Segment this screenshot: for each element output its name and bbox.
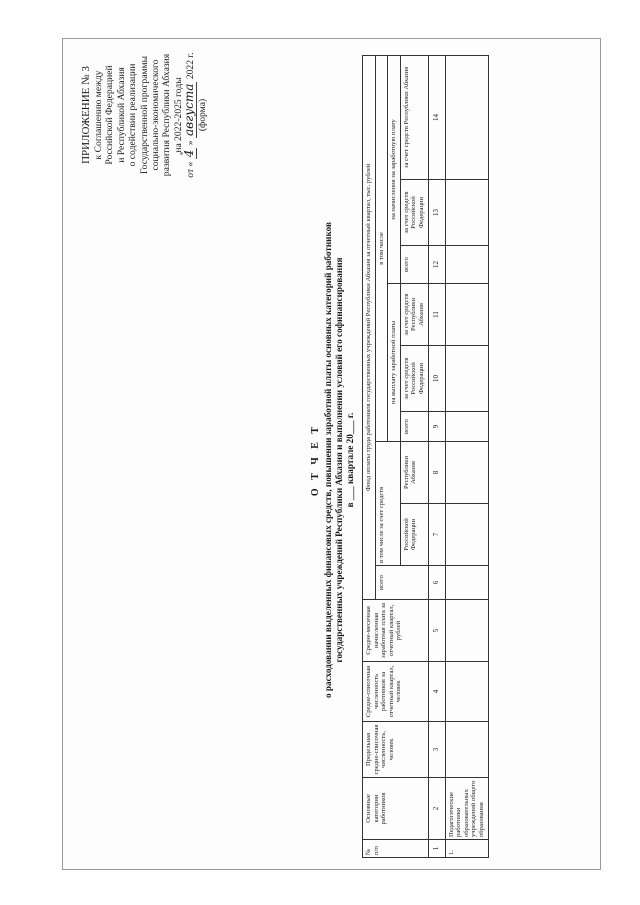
header-limit-count: Предельная средне-списочная численность, человек (363, 722, 429, 778)
col-number: 2 (428, 778, 445, 840)
appendix-line: на 2022-2025 годы (172, 77, 184, 153)
header-fund-total: всего (375, 566, 428, 600)
appendix-block (80, 50, 208, 180)
table-cell (445, 284, 488, 346)
header-avg-count: Средне-списочная численность работников за отчетный квартал, человек (363, 662, 429, 722)
header-accrual: на начисления на заработную плату (388, 55, 401, 283)
table-cell (445, 180, 488, 246)
col-number: 14 (428, 55, 445, 179)
appendix-line: Российской Федерацией (104, 65, 116, 165)
header-payout-total: всего (400, 412, 428, 442)
table-cell (445, 442, 488, 504)
header-payout: на выплату заработной платы (388, 284, 401, 442)
report-subtitle-line2: государственных учреждений Республики Абхазия и выполнении условий его софинансирования (334, 257, 344, 663)
header-accrual-rf: за счет средств Российской Федерации (400, 180, 428, 246)
col-number: 10 (428, 346, 445, 412)
col-number: 5 (428, 600, 445, 662)
date-prefix: от « (185, 161, 197, 178)
appendix-line: развития Республики Абхазия (161, 53, 173, 177)
table-cell (445, 246, 488, 284)
header-fund: Фонд оплаты труда работников государственных учреждений Республики Абхазия за отчетный квартал, тыс. рублей (363, 55, 376, 599)
appendix-line: ПРИЛОЖЕНИЕ № 3 (80, 66, 92, 164)
row-num: 1. (445, 840, 488, 858)
report-title: О Т Ч Е Т (310, 423, 321, 497)
date-mid: » (185, 140, 197, 146)
header-source-ra: Республики Абхазия (400, 442, 428, 504)
header-avg-salary: Средне-месячная начисленная заработная плата за отчетный квартал, рублей (363, 600, 429, 662)
col-number: 4 (428, 662, 445, 722)
header-payout-rf: за счет средств Российской Федерации (400, 346, 428, 412)
report-subtitle-line1: о расходовании выделенных финансовых средств, повышении заработной платы основных категорий работников (323, 222, 333, 698)
col-number: 11 (428, 284, 445, 346)
report-table (362, 55, 489, 858)
table-cell (445, 412, 488, 442)
row-category: Педагогические работники образовательных учреждений общего образования (445, 778, 488, 840)
table-cell (445, 662, 488, 722)
table-cell (445, 722, 488, 778)
col-number: 1 (428, 840, 445, 858)
header-source-rf: Российской Федерации (400, 504, 428, 566)
col-number: 3 (428, 722, 445, 778)
col-number: 9 (428, 412, 445, 442)
header-accrual-ra: за счет средств Республики Абхазия (400, 55, 428, 179)
table-cell (445, 55, 488, 179)
col-number: 6 (428, 566, 445, 600)
col-number: 7 (428, 504, 445, 566)
date-day-handwritten: 4 (182, 149, 197, 158)
header-num: № п/п (363, 840, 429, 858)
appendix-date (184, 50, 196, 180)
date-year: 2022 г. (185, 52, 197, 80)
date-month-handwritten: августа (182, 83, 197, 136)
report-subtitle-line3: в ___ квартале 20___ г. (345, 412, 355, 508)
table-cell (445, 504, 488, 566)
appendix-line: Государственной программы (138, 55, 150, 175)
col-number: 12 (428, 246, 445, 284)
col-number: 13 (428, 180, 445, 246)
header-accrual-total: всего (400, 246, 428, 284)
header-categories: Основные категории работников (363, 778, 429, 840)
col-number: 8 (428, 442, 445, 504)
table-cell (445, 566, 488, 600)
appendix-line: о содействии реализации (127, 63, 139, 167)
header-payout-ra: за счет средств Республики Абхазия (400, 284, 428, 346)
rotated-landscape-content (62, 38, 601, 870)
appendix-line: и Республикой Абхазия (115, 67, 127, 163)
header-incl-sources: в том числе за счет средств (375, 442, 400, 566)
table-cell (445, 346, 488, 412)
form-label: (форма) (196, 98, 208, 132)
appendix-line: социально-экономического (150, 59, 162, 171)
report-heading (310, 140, 356, 780)
table-row (445, 55, 488, 857)
appendix-line: к Соглашению между (93, 70, 104, 160)
header-incl: в том числе (375, 55, 388, 441)
table-cell (445, 600, 488, 662)
